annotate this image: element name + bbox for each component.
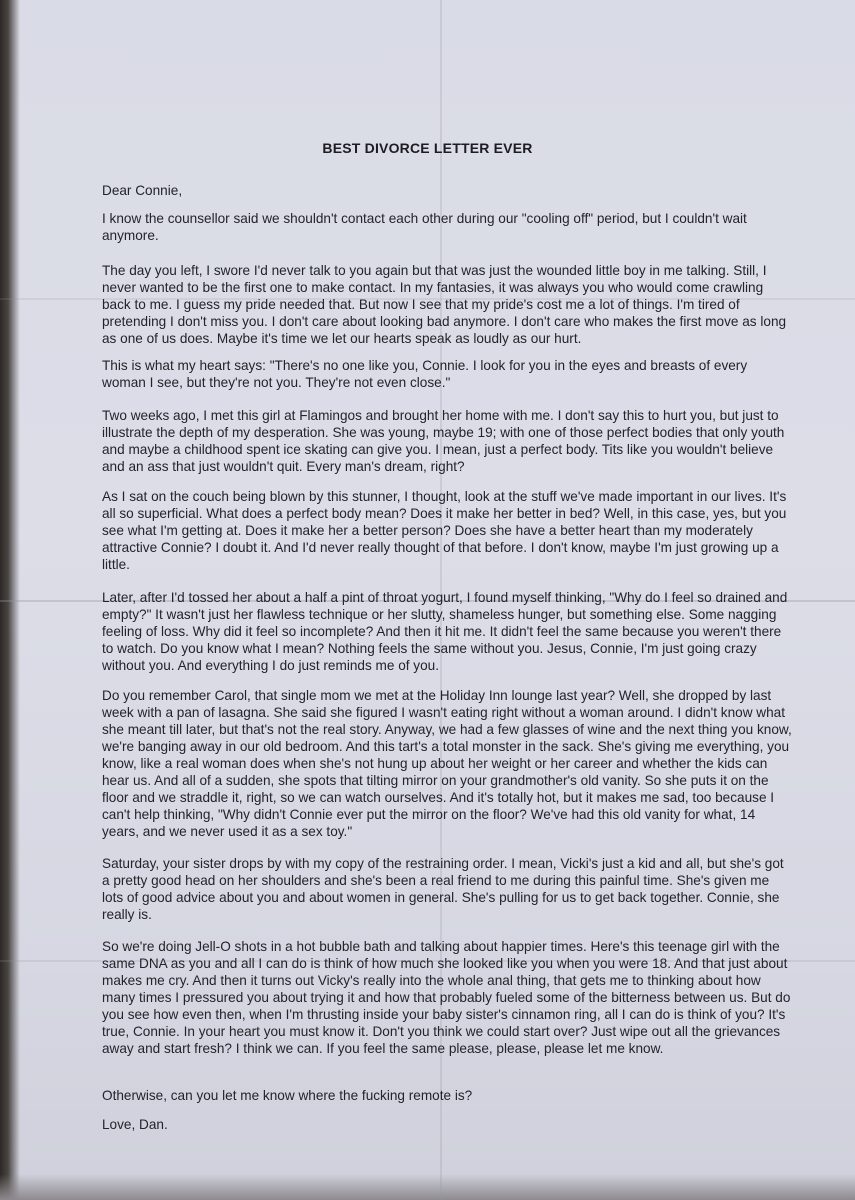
- letter-paragraph-7: Do you remember Carol, that single mom we met at the Holiday Inn lounge last year? Well, she dropped by last week with a pan of lasagna. She said she figured I wasn't eating right without a woman around. I didn't know what she meant till later, but that's not the real story. Anyway, we had a few glasses of wine and the next thing you know, we're banging away in our old bedroom. And this tart's a total monster in the sack. She's giving me everything, you know, like a real woman does when she's not hung up about her weight or her career and whether the kids can hear us. And all of a sudden, she spots that tilting mirror on your grandmother's old vanity. So she puts it on the floor and we straddle it, right, so we can watch ourselves. And it's totally hot, but it makes me sad, too because I can't help thinking, "Why didn't Connie ever put the mirror on the floor? We've had this old vanity for what, 14 years, and we never used it as a sex toy.": [102, 688, 792, 839]
- letter-paragraph-4: Two weeks ago, I met this girl at Flamingos and brought her home with me. I don't say this to hurt you, but just to illustrate the depth of my desperation. She was young, maybe 19; with one of those perfect bodies that only youth and maybe a childhood spent ice skating can give you. I mean, just a perfect body. Tits like you wouldn't believe and an ass that just wouldn't quit. Every man's dream, right?: [102, 408, 785, 474]
- letter-signoff: Love, Dan.: [102, 1117, 168, 1132]
- letter-paragraph-5: As I sat on the couch being blown by this stunner, I thought, look at the stuff we've made important in our lives. It's all so superficial. What does a perfect body mean? Does it make her better in bed? Well, in this case, yes, but you see what I'm getting at. Does it make her a better person? Does she have a better heart than my moderately attractive Connie? I doubt it. And I'd never really thought of that before. I don't know, maybe I'm just growing up a little.: [102, 489, 787, 572]
- letter-paragraph-8: Saturday, your sister drops by with my copy of the restraining order. I mean, Vicki's just a kid and all, but she's got a pretty good head on her shoulders and she's been a real friend to me during this painful time. She's given me lots of good advice about you and about women in general. She's pulling for us to get back together. Connie, she really is.: [102, 856, 784, 922]
- letter-paragraph-1: I know the counsellor said we shouldn't contact each other during our "cooling off" period, but I couldn't wait anymore.: [102, 211, 747, 243]
- letter-paragraph-9: So we're doing Jell-O shots in a hot bubble bath and talking about happier times. Here's this teenage girl with the same DNA as you and all I can do is think of how much she looked like you when you were 18. And that just about makes me cry. And then it turns out Vicky's really into the whole anal thing, that gets me to thinking about how many times I pressured you about trying it and how that probably fueled some of the bitterness between us. But do you see how even then, when I'm thrusting inside your baby sister's cinnamon ring, all I can do is think of you? It's true, Connie. In your heart you must know it. Don't you think we could start over? Just wipe out all the grievances away and start fresh? I think we can. If you feel the same please, please, please let me know.: [102, 939, 791, 1056]
- letter-paragraph-3: This is what my heart says: "There's no one like you, Connie. I look for you in the eyes and breasts of every woman I see, but they're not you. They're not even close.": [102, 358, 748, 390]
- letter-paragraph-10: Otherwise, can you let me know where the fucking remote is?: [102, 1088, 473, 1103]
- paper-bottom-edge: [0, 1174, 855, 1200]
- letter-greeting: Dear Connie,: [102, 183, 183, 198]
- letter-title: BEST DIVORCE LETTER EVER: [322, 140, 533, 156]
- letter-paragraph-2: The day you left, I swore I'd never talk to you again but that was just the wounded little boy in me talking. Still, I never wanted to be the first one to make contact. In my fantasies, it was always you who would come crawling back to me. I guess my pride needed that. But now I see that my pride's cost me a lot of things. I'm tired of pretending I don't miss you. I don't care about looking bad anymore. I don't care who makes the first move as long as one of us does. Maybe it's time we let our hearts speak as loudly as our hurt.: [102, 263, 787, 346]
- letter-paragraph-6: Later, after I'd tossed her about a half a pint of throat yogurt, I found myself thinking, "Why do I feel so drained and empty?" It wasn't just her flawless technique or her slutty, shameless hunger, but something else. Some nagging feeling of loss. Why did it feel so incomplete? And then it hit me. It didn't feel the same because you weren't there to watch. Do you know what I mean? Nothing feels the same without you. Jesus, Connie, I'm just going crazy without you. And everything I do just reminds me of you.: [102, 590, 788, 673]
